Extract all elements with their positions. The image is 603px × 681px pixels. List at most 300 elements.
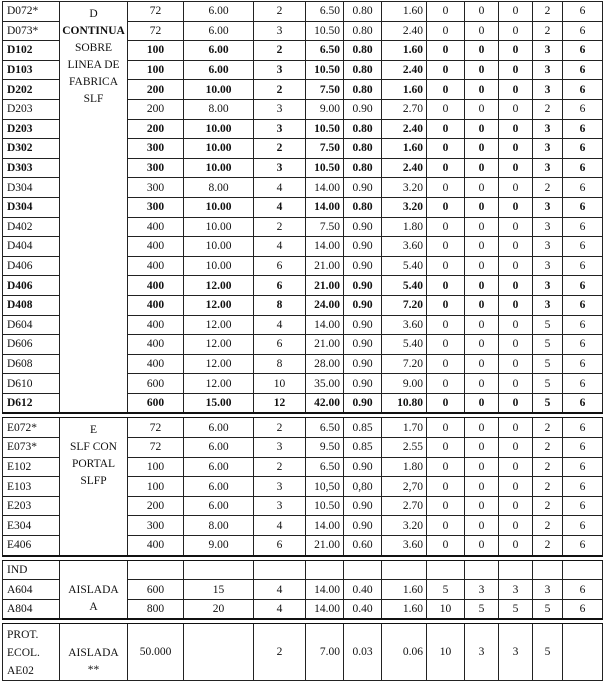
- total-cell: 2.40: [382, 158, 427, 178]
- c8-cell: 0: [427, 496, 465, 516]
- total-cell: 2.70: [382, 496, 427, 516]
- c8-cell: 10: [427, 599, 465, 619]
- code-cell: A804: [3, 599, 60, 619]
- total-cell: 2.40: [382, 21, 427, 41]
- factor-cell: 0.03: [344, 624, 382, 681]
- c11-cell: 2: [533, 457, 563, 477]
- c12-cell: 6: [563, 295, 603, 315]
- total-cell: 2,70: [382, 477, 427, 497]
- c8-cell: 0: [427, 477, 465, 497]
- c8-cell: 0: [427, 438, 465, 458]
- group-label-cell: [60, 624, 128, 681]
- c12-cell: 6: [563, 393, 603, 413]
- c9-cell: 0: [465, 477, 499, 497]
- capacity-cell: 400: [128, 276, 184, 296]
- capacity-cell: 100: [128, 477, 184, 497]
- units-cell: 4: [254, 599, 306, 619]
- c8-cell: 0: [427, 315, 465, 335]
- c10-cell: 0: [499, 178, 533, 198]
- c11-cell: 2: [533, 496, 563, 516]
- units-cell: 3: [254, 21, 306, 41]
- units-cell: 4: [254, 516, 306, 536]
- length-cell: 10.00: [184, 158, 254, 178]
- c12-cell: 6: [563, 354, 603, 374]
- c8-cell: 0: [427, 158, 465, 178]
- c10-cell: 0: [499, 119, 533, 139]
- length-cell: 6.00: [184, 60, 254, 80]
- c8-cell: 0: [427, 2, 465, 22]
- units-cell: 3: [254, 158, 306, 178]
- length-cell: 10.00: [184, 237, 254, 257]
- capacity-cell: 72: [128, 2, 184, 22]
- factor-cell: 0.40: [344, 599, 382, 619]
- factor-cell: 0.90: [344, 276, 382, 296]
- area-cell: 6.50: [306, 41, 344, 61]
- capacity-cell: 600: [128, 374, 184, 394]
- c12-cell: 6: [563, 496, 603, 516]
- area-cell: 6.50: [306, 457, 344, 477]
- area-cell: 21.00: [306, 276, 344, 296]
- length-cell: 10.00: [184, 217, 254, 237]
- units-cell: 10: [254, 374, 306, 394]
- total-cell: 1.70: [382, 418, 427, 438]
- c9-cell: 0: [465, 315, 499, 335]
- c10-cell: 0: [499, 438, 533, 458]
- c10-cell: 5: [499, 599, 533, 619]
- capacity-cell: 400: [128, 217, 184, 237]
- c11-cell: 3: [533, 158, 563, 178]
- c12-cell: 6: [563, 158, 603, 178]
- c10-cell: 0: [499, 477, 533, 497]
- c11-cell: 5: [533, 354, 563, 374]
- factor-cell: 0.90: [344, 99, 382, 119]
- c9-cell: 0: [465, 217, 499, 237]
- units-cell: 2: [254, 139, 306, 159]
- capacity-cell: 100: [128, 60, 184, 80]
- area-cell: 9.50: [306, 438, 344, 458]
- area-cell: 21.00: [306, 256, 344, 276]
- c8-cell: [427, 560, 465, 580]
- c8-cell: 0: [427, 60, 465, 80]
- c11-cell: 5: [533, 315, 563, 335]
- c12-cell: 6: [563, 80, 603, 100]
- capacity-cell: 400: [128, 237, 184, 257]
- total-cell: 2.40: [382, 60, 427, 80]
- area-cell: 21.00: [306, 536, 344, 556]
- factor-cell: 0.90: [344, 516, 382, 536]
- capacity-cell: 200: [128, 80, 184, 100]
- units-cell: 2: [254, 41, 306, 61]
- capacity-cell: 200: [128, 496, 184, 516]
- c8-cell: 0: [427, 21, 465, 41]
- code-cell: E102: [3, 457, 60, 477]
- length-cell: 10.00: [184, 197, 254, 217]
- total-cell: 1.60: [382, 41, 427, 61]
- c12-cell: 6: [563, 41, 603, 61]
- total-cell: 2.70: [382, 99, 427, 119]
- factor-cell: 0.40: [344, 580, 382, 600]
- area-cell: [306, 560, 344, 580]
- c8-cell: 0: [427, 276, 465, 296]
- length-cell: 6.00: [184, 438, 254, 458]
- c12-cell: 6: [563, 418, 603, 438]
- units-cell: 3: [254, 99, 306, 119]
- units-cell: 2: [254, 80, 306, 100]
- code-cell: D202: [3, 80, 60, 100]
- c11-cell: 3: [533, 41, 563, 61]
- c10-cell: 0: [499, 295, 533, 315]
- length-cell: 8.00: [184, 99, 254, 119]
- length-cell: 12.00: [184, 315, 254, 335]
- c12-cell: 6: [563, 99, 603, 119]
- capacity-cell: 300: [128, 178, 184, 198]
- total-cell: 1.60: [382, 139, 427, 159]
- factor-cell: 0.90: [344, 496, 382, 516]
- capacity-cell: [128, 560, 184, 580]
- capacity-cell: 600: [128, 393, 184, 413]
- factor-cell: 0.85: [344, 418, 382, 438]
- group-label-cell: [60, 2, 128, 414]
- length-cell: 6.00: [184, 477, 254, 497]
- total-cell: 5.40: [382, 276, 427, 296]
- code-cell: D612: [3, 393, 60, 413]
- factor-cell: 0.85: [344, 438, 382, 458]
- c12-cell: 6: [563, 536, 603, 556]
- units-cell: 8: [254, 354, 306, 374]
- capacity-cell: 400: [128, 315, 184, 335]
- c8-cell: 0: [427, 41, 465, 61]
- c8-cell: 0: [427, 516, 465, 536]
- code-cell: D402: [3, 217, 60, 237]
- length-cell: 10.00: [184, 256, 254, 276]
- c12-cell: 6: [563, 477, 603, 497]
- c9-cell: 0: [465, 335, 499, 355]
- group-label-line: D: [89, 8, 98, 20]
- c11-cell: 3: [533, 256, 563, 276]
- units-cell: 2: [254, 457, 306, 477]
- c10-cell: 0: [499, 496, 533, 516]
- c11-cell: [533, 560, 563, 580]
- c11-cell: 3: [533, 197, 563, 217]
- area-cell: 21.00: [306, 335, 344, 355]
- capacity-cell: 600: [128, 580, 184, 600]
- c8-cell: 0: [427, 354, 465, 374]
- c10-cell: 0: [499, 217, 533, 237]
- c9-cell: 0: [465, 457, 499, 477]
- total-cell: 2.40: [382, 119, 427, 139]
- c12-cell: 6: [563, 315, 603, 335]
- c8-cell: 0: [427, 178, 465, 198]
- units-cell: 12: [254, 393, 306, 413]
- area-cell: 14.00: [306, 178, 344, 198]
- c10-cell: 0: [499, 237, 533, 257]
- c12-cell: 6: [563, 599, 603, 619]
- units-cell: 2: [254, 217, 306, 237]
- factor-cell: 0,80: [344, 477, 382, 497]
- factor-cell: 0.90: [344, 457, 382, 477]
- c11-cell: 3: [533, 237, 563, 257]
- length-cell: 12.00: [184, 295, 254, 315]
- capacity-cell: 50.000: [128, 624, 184, 681]
- c12-cell: 6: [563, 256, 603, 276]
- group-label-line: A: [89, 600, 98, 613]
- factor-cell: 0.80: [344, 197, 382, 217]
- c12-cell: 6: [563, 374, 603, 394]
- c9-cell: 5: [465, 599, 499, 619]
- c12-cell: 6: [563, 119, 603, 139]
- code-cell: D404: [3, 237, 60, 257]
- units-cell: 4: [254, 580, 306, 600]
- c9-cell: 0: [465, 418, 499, 438]
- total-cell: 2.55: [382, 438, 427, 458]
- capacity-cell: 300: [128, 139, 184, 159]
- area-cell: 10,50: [306, 477, 344, 497]
- total-cell: 10.80: [382, 393, 427, 413]
- c10-cell: 0: [499, 139, 533, 159]
- total-cell: 7.20: [382, 295, 427, 315]
- area-cell: 7.50: [306, 80, 344, 100]
- code-cell: D303: [3, 158, 60, 178]
- length-cell: 15: [184, 580, 254, 600]
- c8-cell: 0: [427, 393, 465, 413]
- code-cell: A604: [3, 580, 60, 600]
- c11-cell: 5: [533, 335, 563, 355]
- c10-cell: 0: [499, 457, 533, 477]
- length-cell: 8.00: [184, 516, 254, 536]
- factor-cell: 0.80: [344, 2, 382, 22]
- c8-cell: 10: [427, 624, 465, 681]
- length-cell: [184, 560, 254, 580]
- c11-cell: 3: [533, 119, 563, 139]
- factor-cell: 0.80: [344, 158, 382, 178]
- c11-cell: 2: [533, 418, 563, 438]
- length-cell: 12.00: [184, 354, 254, 374]
- c11-cell: 2: [533, 21, 563, 41]
- total-cell: 1.60: [382, 599, 427, 619]
- c8-cell: 0: [427, 536, 465, 556]
- length-cell: [184, 624, 254, 681]
- c10-cell: 0: [499, 256, 533, 276]
- c8-cell: 5: [427, 580, 465, 600]
- c10-cell: 0: [499, 536, 533, 556]
- factor-cell: 0.90: [344, 393, 382, 413]
- factor-cell: 0.90: [344, 178, 382, 198]
- c12-cell: 6: [563, 580, 603, 600]
- code-cell: D304: [3, 197, 60, 217]
- code-cell: D073*: [3, 21, 60, 41]
- c10-cell: 0: [499, 354, 533, 374]
- length-cell: 9.00: [184, 536, 254, 556]
- area-cell: 14.00: [306, 580, 344, 600]
- c11-cell: 2: [533, 536, 563, 556]
- c12-cell: 6: [563, 438, 603, 458]
- c9-cell: 0: [465, 158, 499, 178]
- area-cell: 10.50: [306, 119, 344, 139]
- c11-cell: 3: [533, 276, 563, 296]
- c8-cell: 0: [427, 374, 465, 394]
- c11-cell: 2: [533, 438, 563, 458]
- factor-cell: [344, 560, 382, 580]
- factor-cell: 0.80: [344, 60, 382, 80]
- c11-cell: 5: [533, 599, 563, 619]
- capacity-cell: 400: [128, 354, 184, 374]
- total-cell: [382, 560, 427, 580]
- c10-cell: 3: [499, 580, 533, 600]
- units-cell: 8: [254, 295, 306, 315]
- area-cell: 10.50: [306, 496, 344, 516]
- area-cell: 10.50: [306, 60, 344, 80]
- area-cell: 10.50: [306, 21, 344, 41]
- c10-cell: 0: [499, 99, 533, 119]
- c12-cell: 6: [563, 217, 603, 237]
- total-cell: 3.20: [382, 516, 427, 536]
- length-cell: 10.00: [184, 80, 254, 100]
- c12-cell: 6: [563, 197, 603, 217]
- length-cell: 12.00: [184, 335, 254, 355]
- total-cell: 3.60: [382, 237, 427, 257]
- c11-cell: 2: [533, 178, 563, 198]
- area-cell: 24.00: [306, 295, 344, 315]
- c12-cell: 6: [563, 21, 603, 41]
- area-cell: 14.00: [306, 197, 344, 217]
- capacity-cell: 72: [128, 438, 184, 458]
- area-cell: 10.50: [306, 158, 344, 178]
- factor-cell: 0.90: [344, 315, 382, 335]
- total-cell: 1.60: [382, 580, 427, 600]
- factor-cell: 0.80: [344, 80, 382, 100]
- area-cell: 7.50: [306, 217, 344, 237]
- code-cell: E103: [3, 477, 60, 497]
- total-cell: 1.60: [382, 80, 427, 100]
- total-cell: 1.80: [382, 457, 427, 477]
- group-label-line: FABRICA: [69, 76, 118, 88]
- area-cell: 7.00: [306, 624, 344, 681]
- group-label-line: AISLADA: [68, 583, 119, 596]
- area-cell: 14.00: [306, 237, 344, 257]
- group-label-line: AISLADA: [68, 647, 119, 660]
- code-cell: D072*: [3, 2, 60, 22]
- factor-cell: 0.80: [344, 21, 382, 41]
- total-cell: 1.80: [382, 217, 427, 237]
- c8-cell: 0: [427, 80, 465, 100]
- c9-cell: 3: [465, 580, 499, 600]
- c9-cell: 0: [465, 438, 499, 458]
- c12-cell: 6: [563, 516, 603, 536]
- units-cell: 3: [254, 438, 306, 458]
- c9-cell: 0: [465, 496, 499, 516]
- capacity-cell: 400: [128, 256, 184, 276]
- length-cell: 12.00: [184, 374, 254, 394]
- c11-cell: 3: [533, 295, 563, 315]
- area-cell: 6.50: [306, 2, 344, 22]
- c10-cell: 0: [499, 60, 533, 80]
- c9-cell: 0: [465, 393, 499, 413]
- factor-cell: 0.90: [344, 237, 382, 257]
- c10-cell: 0: [499, 335, 533, 355]
- c9-cell: 0: [465, 139, 499, 159]
- length-cell: 6.00: [184, 41, 254, 61]
- total-cell: 1.60: [382, 2, 427, 22]
- c10-cell: 0: [499, 418, 533, 438]
- c10-cell: 0: [499, 276, 533, 296]
- c12-cell: 6: [563, 178, 603, 198]
- group-label-line: SLF: [83, 93, 104, 105]
- c11-cell: 5: [533, 624, 563, 681]
- c11-cell: 3: [533, 60, 563, 80]
- capacity-cell: 72: [128, 21, 184, 41]
- c9-cell: 0: [465, 178, 499, 198]
- c9-cell: 0: [465, 99, 499, 119]
- units-cell: 6: [254, 536, 306, 556]
- total-cell: 5.40: [382, 335, 427, 355]
- table-row: [3, 624, 603, 681]
- code-cell: D304: [3, 178, 60, 198]
- factor-cell: 0.90: [344, 295, 382, 315]
- length-cell: 6.00: [184, 21, 254, 41]
- c9-cell: 0: [465, 276, 499, 296]
- length-cell: 20: [184, 599, 254, 619]
- c12-cell: 6: [563, 237, 603, 257]
- area-cell: 14.00: [306, 315, 344, 335]
- code-cell: E406: [3, 536, 60, 556]
- row-index-cell: [3, 624, 60, 681]
- area-cell: 14.00: [306, 516, 344, 536]
- c12-cell: [563, 560, 603, 580]
- c9-cell: 0: [465, 516, 499, 536]
- c12-cell: 6: [563, 60, 603, 80]
- capacity-cell: 400: [128, 295, 184, 315]
- c10-cell: 0: [499, 374, 533, 394]
- area-cell: 9.00: [306, 99, 344, 119]
- capacity-cell: 400: [128, 536, 184, 556]
- c8-cell: 0: [427, 99, 465, 119]
- factor-cell: 0.60: [344, 536, 382, 556]
- area-cell: 35.00: [306, 374, 344, 394]
- c10-cell: 0: [499, 516, 533, 536]
- code-cell: D408: [3, 295, 60, 315]
- capacity-cell: 800: [128, 599, 184, 619]
- c9-cell: 0: [465, 119, 499, 139]
- area-cell: 6.50: [306, 418, 344, 438]
- code-cell: D203: [3, 119, 60, 139]
- length-cell: 10.00: [184, 119, 254, 139]
- units-cell: 6: [254, 256, 306, 276]
- code-cell: D406: [3, 256, 60, 276]
- group-label-line: CONTINUA: [62, 25, 125, 37]
- units-cell: 4: [254, 197, 306, 217]
- c9-cell: [465, 560, 499, 580]
- c10-cell: [499, 560, 533, 580]
- c11-cell: 3: [533, 139, 563, 159]
- c11-cell: 5: [533, 374, 563, 394]
- group-label-line: **: [87, 664, 100, 677]
- c11-cell: 3: [533, 580, 563, 600]
- c9-cell: 0: [465, 21, 499, 41]
- group-label-cell: [60, 418, 128, 556]
- code-cell: D610: [3, 374, 60, 394]
- units-cell: 3: [254, 119, 306, 139]
- c10-cell: 0: [499, 315, 533, 335]
- code-cell: D406: [3, 276, 60, 296]
- c12-cell: 6: [563, 139, 603, 159]
- code-cell: D604: [3, 315, 60, 335]
- c9-cell: 0: [465, 536, 499, 556]
- c10-cell: 0: [499, 393, 533, 413]
- c10-cell: 0: [499, 41, 533, 61]
- group-label-line: [60, 565, 127, 582]
- capacity-cell: 100: [128, 41, 184, 61]
- length-cell: 6.00: [184, 457, 254, 477]
